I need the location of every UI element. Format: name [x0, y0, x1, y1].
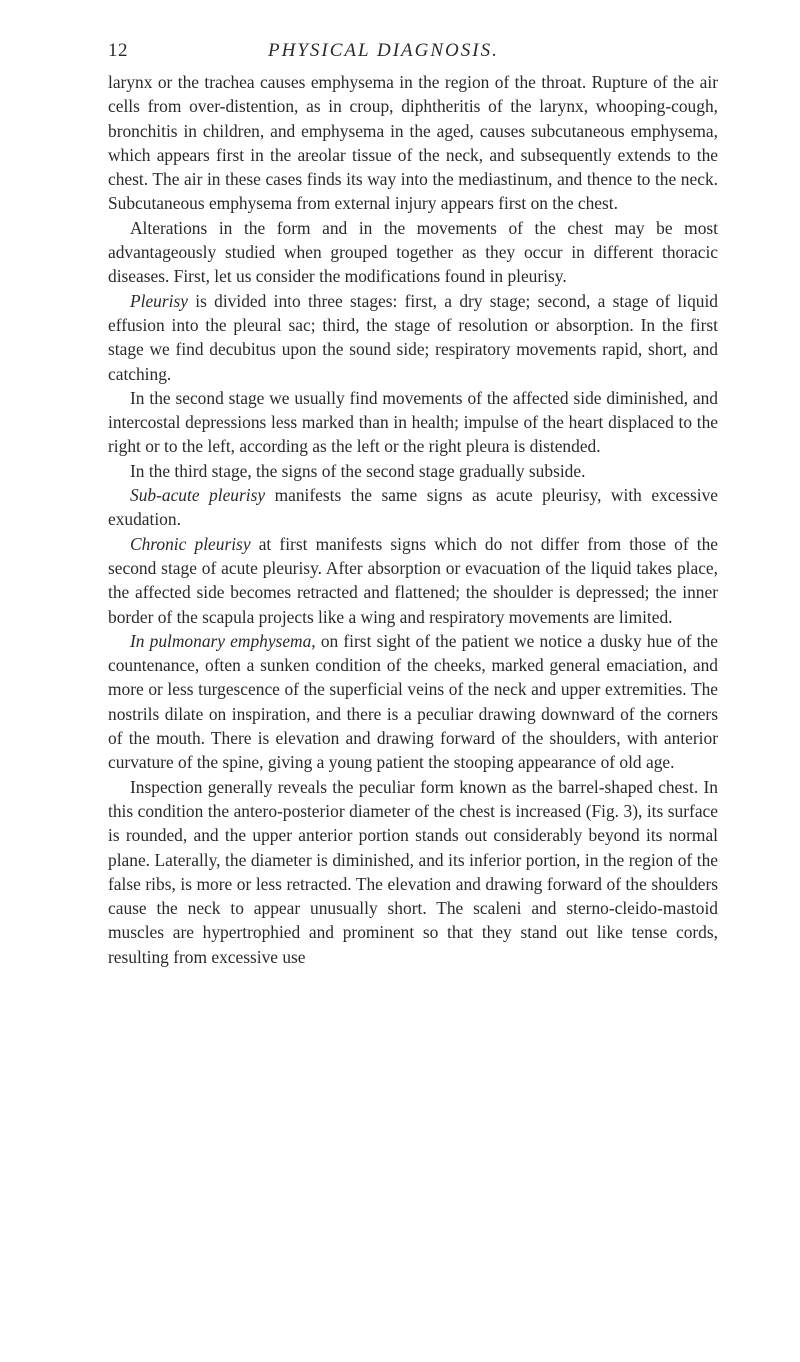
- paragraph-third-stage: [108, 459, 718, 483]
- paragraph-emphysema: [108, 629, 718, 775]
- paragraph-text: In the third stage, the signs of the second stage gradually subside.: [130, 460, 586, 481]
- paragraph-text: Alterations in the form and in the movements of the chest may be most advantageously studied when grouped together as they occur in different thoracic diseases. First, let us consider the modifications found in pleurisy.: [108, 217, 718, 287]
- paragraph-pleurisy: [108, 289, 718, 386]
- paragraph-text: manifests the same signs as acute pleurisy, with excessive exudation.: [108, 485, 718, 530]
- paragraph-sub-acute: [108, 483, 718, 532]
- paragraph-inspection: [108, 775, 718, 969]
- paragraph-chronic: [108, 532, 718, 629]
- book-page: [108, 40, 718, 969]
- running-title: PHYSICAL DIAGNOSIS.: [268, 40, 499, 61]
- paragraph-text: In the second stage we usually find movements of the affected side diminished, and intercostal depressions less marked than in health; impulse of the heart displaced to the right or to the left, according as the left or the right pleura is distended.: [108, 387, 718, 457]
- paragraph-text: on first sight of the patient we notice a dusky hue of the countenance, often a sunken condition of the cheeks, marked general emaciation, and more or less turgescence of the superficial veins of the neck and upper extremities. The nostrils dilate on inspiration, and there is a peculiar drawing downward of the corners of the mouth. There is elevation and drawing forward of the shoulders, with anterior curvature of the spine, giving a young patient the stooping appearance of old age.: [108, 630, 718, 773]
- paragraph-text: at first manifests signs which do not differ from those of the second stage of acute pleurisy. After absorption or evacuation of the liquid takes place, the affected side becomes retracted and flattened; the shoulder is depressed; the inner border of the scapula projects like a wing and respiratory movements are limited.: [108, 533, 719, 627]
- paragraph-text: Inspection generally reveals the peculiar form known as the barrel-shaped chest. In this condition the antero-posterior diameter of the chest is increased (Fig. 3), its surface is rounded, and the upper anterior portion stands out considerably beyond its normal plane. Laterally, the diameter is diminished, and its inferior portion, in the region of the false ribs, is more or less retracted. The elevation and drawing forward of the shoulders cause the neck to appear unusually short. The scaleni and sterno-cleido-mastoid muscles are hypertrophied and prominent so that they stand out like tense cords, resulting from excessive use: [108, 776, 718, 967]
- paragraph-lead: Chronic pleurisy: [130, 533, 251, 554]
- paragraph-lead: Sub-acute pleurisy: [130, 485, 266, 506]
- body-text: [108, 70, 718, 969]
- running-head: [108, 40, 718, 70]
- paragraph-continued: [108, 70, 718, 216]
- paragraph-text: is divided into three stages: first, a dry stage; second, a stage of liquid effusion into the pleural sac; third, the stage of resolution or absorption. In the first stage we find decubitus upon the sound side; respiratory movements rapid, short, and catching.: [108, 290, 718, 384]
- paragraph-text: larynx or the trachea causes emphysema in the region of the throat. Rupture of the air cells from over-distention, as in croup, diphtheritis of the larynx, whooping-cough, bronchitis in children, and emphysema in the aged, causes subcutaneous emphysema, which appears first in the areolar tissue of the neck, and subsequently extends to the chest. The air in these cases finds its way into the mediastinum, and thence to the neck. Subcutaneous emphysema from external injury appears first on the chest.: [108, 72, 718, 214]
- paragraph-lead: In pulmonary emphysema,: [130, 630, 316, 651]
- page-number: 12: [108, 40, 128, 61]
- paragraph-alterations: [108, 216, 718, 289]
- paragraph-lead: Pleurisy: [130, 290, 188, 311]
- paragraph-second-stage: [108, 386, 718, 459]
